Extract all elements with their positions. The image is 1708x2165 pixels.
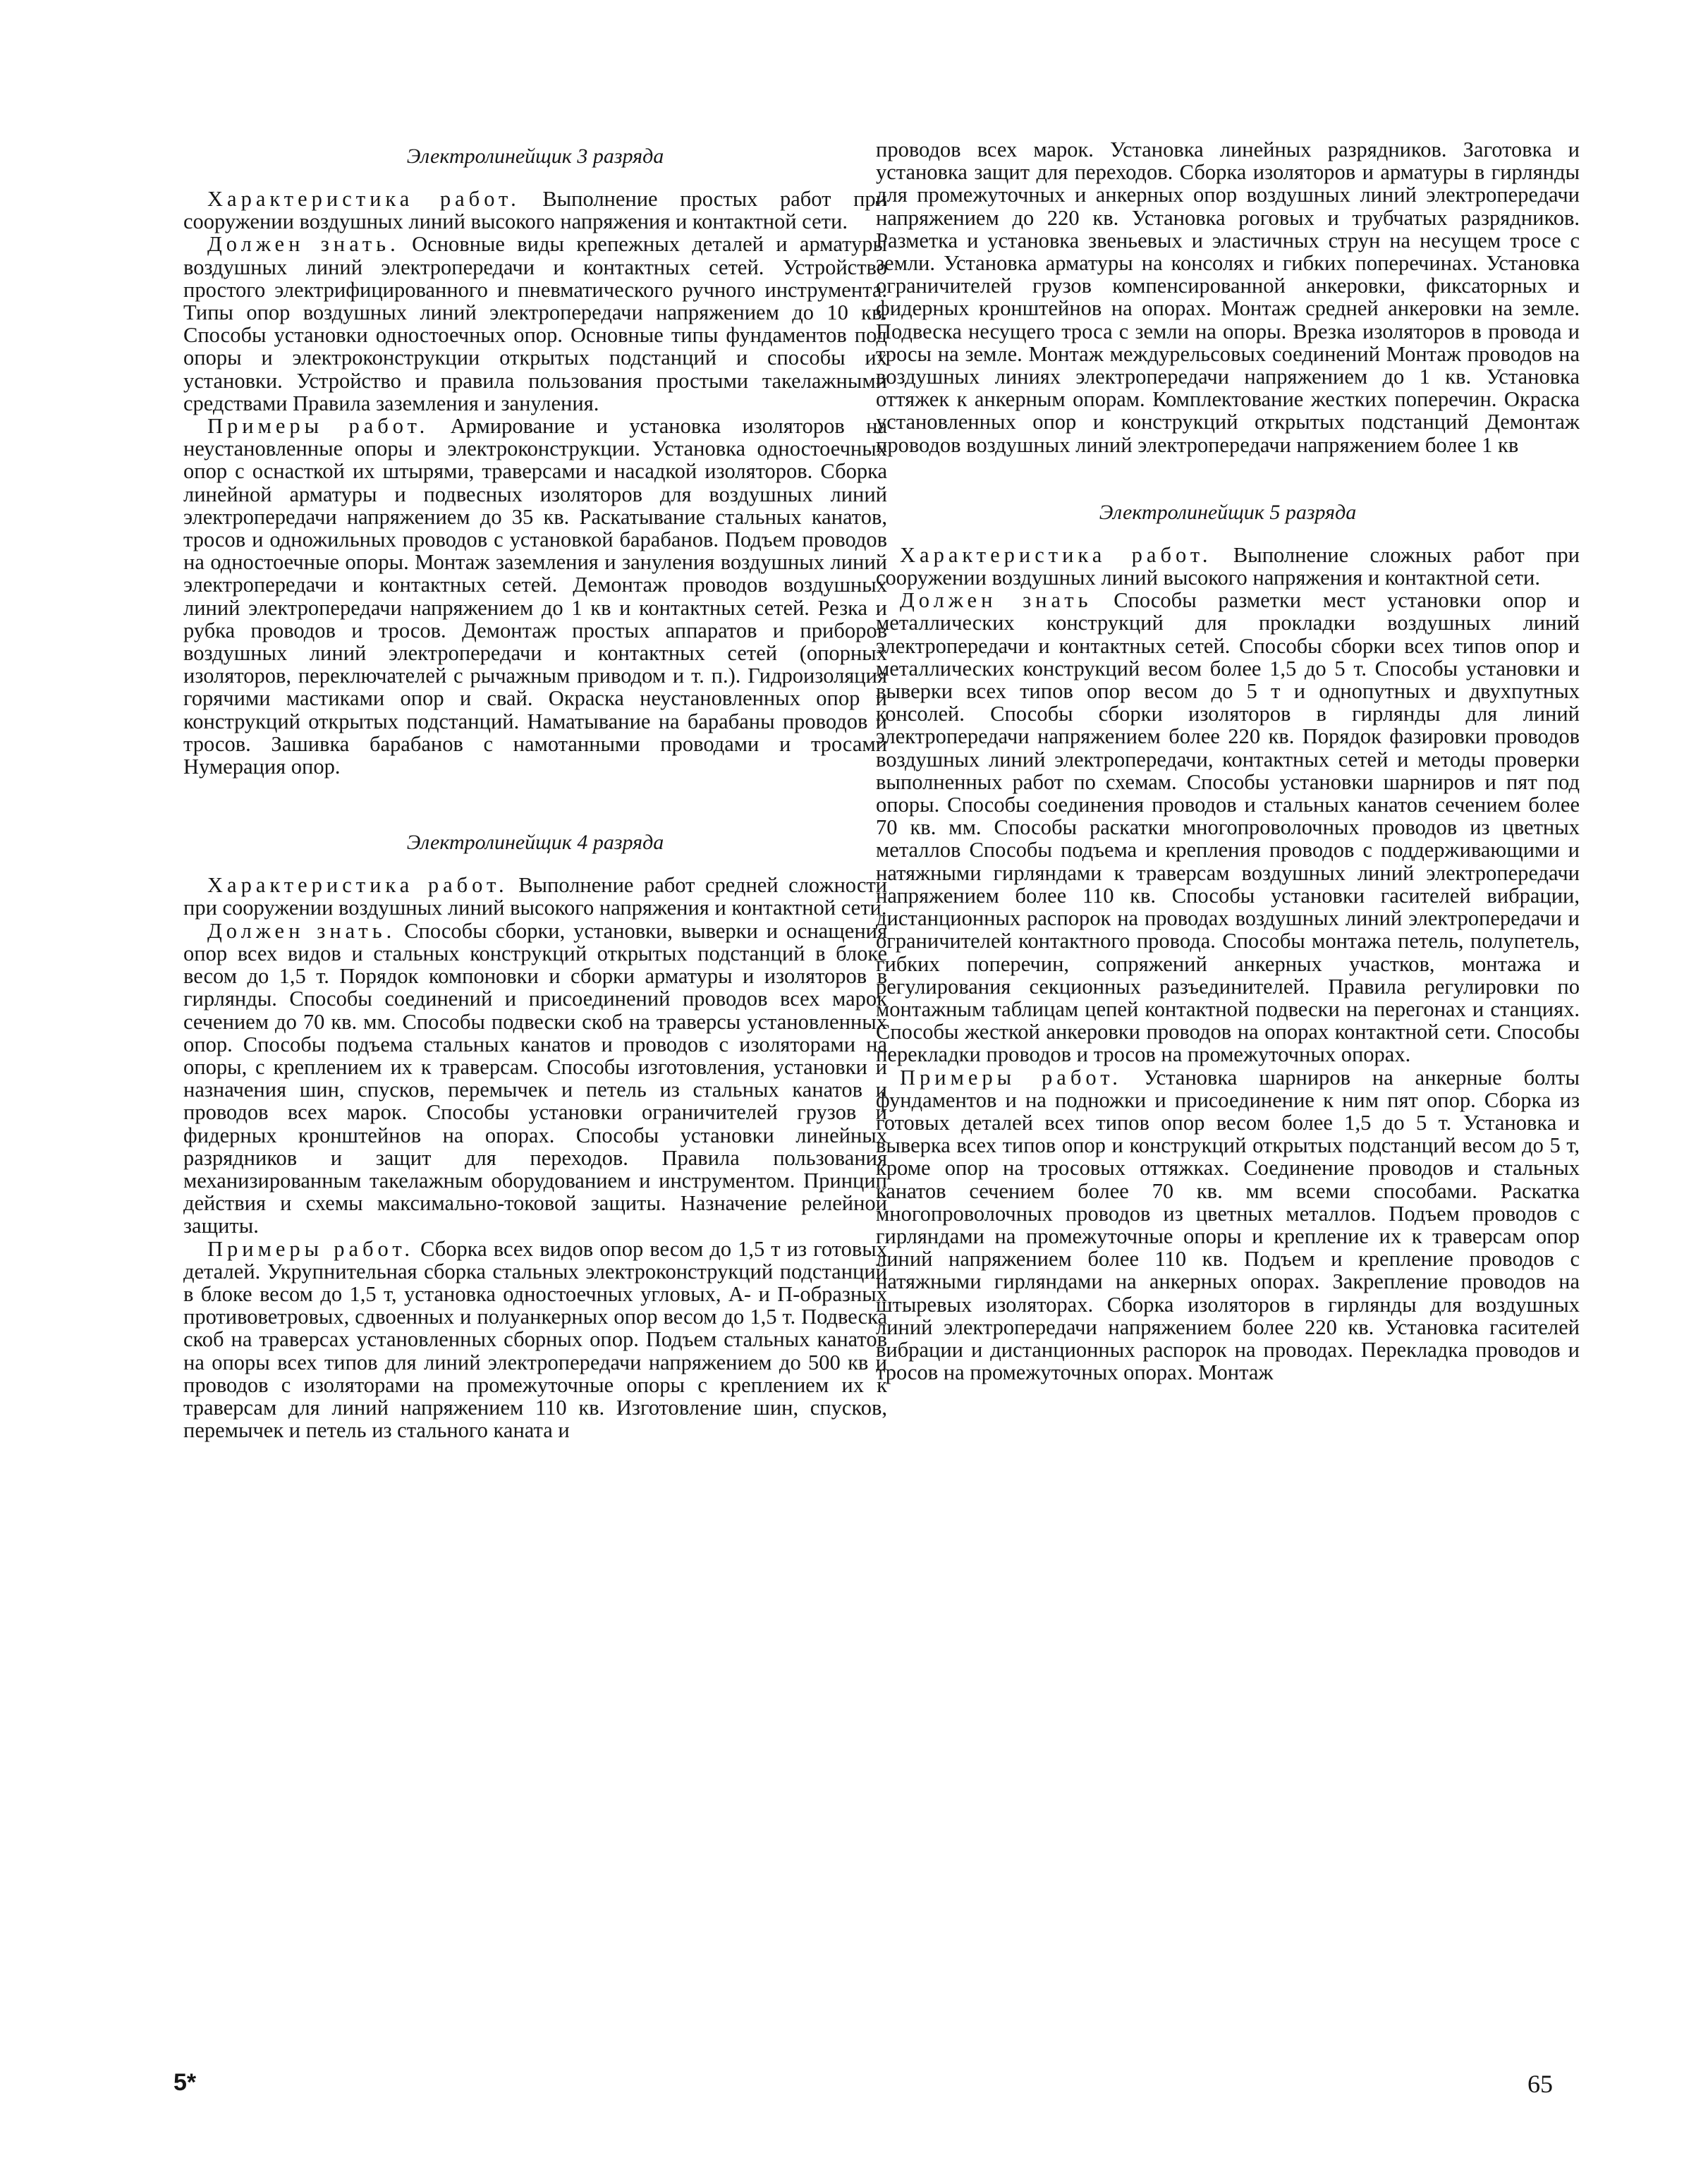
paragraph-text: Способы сборки, установки, выверки и оснащения опор всех видов и стальных конструкций открытых подстанций в блоке весом до 1,5 т. Порядок компоновки и сборки арматуры и изоляторов в гирлянды. Способы соединений и присоединений проводов всех марок сечением до 70 кв. мм. Способы подвески скоб на траверсы установленных опор. Способы подъема стальных канатов и проводов с изоляторами на опоры, с креплением их к траверсам. Способы изготовления, установки и назначения шин, спусков, перемычек и петель из стальных канатов и проводов всех марок. Способы установки ограничителей грузов и фидерных кронштейнов на опорах. Способы установки линейных разрядников и защит для переходов. Правила пользования механизированным такелажным оборудованием и инструментом. Принцип действия и схемы максимально-токовой защиты. Назначение релейной защиты. [183, 918, 888, 1238]
paragraph-text: Армирование и установка изоляторов на неустановленные опоры и электроконструкции. Установка одностоечных опор с оснасткой их штырями, траверсами и насадкой изоляторов. Сборка линейной арматуры и подвесных изоляторов для воздушных линий электропередачи напряжением до 35 кв. Раскатывание стальных канатов, тросов и одножильных проводов с установкой барабанов. Подъем проводов на одностоечные опоры. Монтаж заземления и зануления воздушных линий электропередачи и контактных сетей. Демонтаж проводов воздушных линий электропередачи напряжением до 1 кв и контактных сетей. Резка и рубка проводов и тросов. Демонтаж простых аппаратов и приборов воздушных линий электропередачи и контактных сетей (опорных изоляторов, переключателей с рычажным приводом и т. п.). Гидроизоляция горячими мастиками опор и свай. Окраска неустановленных опор и конструкций открытых подстанций. Наматывание на барабаны проводов и тросов. Зашивка барабанов с намотанными проводами и тросами Нумерация опор. [183, 414, 887, 779]
paragraph-lead: Примеры работ. [900, 1065, 1122, 1090]
knowledge-paragraph [183, 233, 887, 415]
paragraph-lead: Примеры работ. [207, 414, 429, 439]
paragraph-text: Выполнение работ средней сложности при сооружении воздушных линий высокого напряжения и контактной сети. [183, 873, 888, 920]
characteristic-paragraph [876, 544, 1580, 589]
section-heading-grade-4: Электролинейщик 4 разряда [406, 831, 664, 855]
paragraph-text: Способы разметки мест установки опор и металлических конструкций для прокладки воздушных линий электропередачи и контактных сетей. Способы сборки всех типов опор и металлических конструкций весом более 1,5 до 5 т. Способы установки и выверки всех типов опор весом до 5 т и однопутных и двухпутных консолей. Способы сборки изоляторов в гирлянды для линий электропередачи напряжением более 220 кв. Порядок фазировки проводов воздушных линий электропередачи, контактных сетей и методы проверки выполненных работ по схемам. Способы установки шарниров и пят под опоры. Способы соединения проводов и стальных канатов сечением более 70 кв. мм. Способы раскатки многопроволочных проводов из цветных металлов Способы подъема и крепления проводов с поддерживающими и натяжными гирляндами к траверсам воздушных линий электропередачи напряжением более 110 кв. Способы установки гасителей вибрации, дистанционных распорок на проводах воздушных линий электропередачи и ограничителей контактного провода. Способы монтажа петель, полупетель, гибких поперечин, сопряжений анкерных участков, монтажа и регулирования секционных разъединителей. Правила регулировки по монтажным таблицам цепей контактной подвески на перегонах и станциях. Способы жесткой анкеровки проводов на опорах контактной сети. Способы перекладки проводов и тросов на промежуточных опорах. [876, 588, 1580, 1067]
examples-paragraph [183, 415, 887, 778]
page-number: 65 [1527, 2070, 1553, 2098]
paragraph-lead: Должен знать. [207, 232, 400, 257]
examples-paragraph [876, 1066, 1580, 1384]
knowledge-paragraph [183, 920, 887, 1238]
characteristic-paragraph [183, 188, 887, 233]
paragraph-lead: Характеристика работ. [207, 873, 508, 898]
right-column [876, 138, 1580, 1384]
paragraph-lead: Должен знать. [207, 918, 396, 943]
examples-paragraph [183, 1238, 887, 1442]
section-heading-grade-5: Электролинейщик 5 разряда [1099, 500, 1357, 524]
paragraph-text: Основные виды крепежных деталей и арматуры воздушных линий электропередачи и контактных сетей. Устройство простого электрифицированного и пневматического ручного инструмента. Типы опор воздушных линий электропередачи напряжением до 10 кв. Способы установки одностоечных опор. Основные типы фундаментов под опоры и электроконструкции открытых подстанций и способы их установки. Устройство и правила пользования простыми такелажными средствами Правила заземления и зануления. [183, 232, 887, 415]
characteristic-paragraph [183, 874, 887, 919]
paragraph-text: Выполнение сложных работ при сооружении воздушных линий высокого напряжения и контактной сети. [876, 542, 1580, 590]
knowledge-paragraph [876, 589, 1580, 1066]
paragraph-text: Установка шарниров на анкерные болты фундаментов и на подножки и присоединение к ним пят опор. Сборка из готовых деталей всех типов опор весом более 1,5 до 5 т. Установка и выверка всех типов опор и конструкций открытых подстанций весом до 5 т, кроме опор на тросовых оттяжках. Соединение проводов и стальных канатов сечением более 70 кв. мм всеми способами. Раскатка многопроволочных проводов из цветных металлов. Подъем проводов с гирляндами на промежуточные опоры и крепление их к траверсам опор линий напряжением более 110 кв. Подъем и крепление проводов с натяжными гирляндами на анкерных опорах. Закрепление проводов на штыревых изоляторах. Сборка изоляторов в гирлянды для воздушных линий электропередачи напряжением более 220 кв. Установка гасителей вибрации и дистанционных распорок на проводах. Перекладка проводов и тросов на промежуточных опорах. Монтаж [876, 1065, 1580, 1385]
paragraph-lead: Должен знать [900, 588, 1092, 613]
left-column [183, 138, 887, 1441]
paragraph-text: Сборка всех видов опор весом до 1,5 т из готовых деталей. Укрупнительная сборка стальных электроконструкций подстанций в блоке весом до 1,5 т, установка одностоечных угловых, А- и П-образных противоветровых, сдвоенных и полуанкерных опор весом до 1,5 т. Подвеска скоб на траверсах установленных сборных опор. Подъем стальных канатов на опоры всех типов для линий электропередачи напряжением до 500 кв и проводов с изоляторами на промежуточные опоры с креплением их к траверсам для линий напряжением 110 кв. Изготовление шин, спусков, перемычек и петель из стального каната и [183, 1236, 887, 1443]
paragraph-text: Выполнение простых работ при сооружении воздушных линий высокого напряжения и контактной сети. [183, 187, 887, 234]
paragraph-lead: Характеристика работ. [900, 542, 1212, 567]
signature-mark: 5* [173, 2069, 197, 2096]
section-heading-grade-3: Электролинейщик 3 разряда [406, 145, 664, 168]
paragraph-lead: Примеры работ. [207, 1236, 415, 1261]
paragraph-lead: Характеристика работ. [207, 187, 520, 211]
continued-paragraph: проводов всех марок. Установка линейных разрядников. Заготовка и установка защит для переходов. Сборка изоляторов и арматуры в гирлянды для промежуточных и анкерных опор воздушных линий электропередачи напряжением до 220 кв. Установка роговых и трубчатых разрядников. Разметка и установка звеньевых и эластичных струн на несущем тросе с земли. Установка арматуры на консолях и гибких поперечинах. Установка ограничителей грузов компенсированной анкеровки, фиксаторных и фидерных кронштейнов на опорах. Монтаж средней анкеровки на земле. Подвеска несущего троса с земли на опоры. Врезка изоляторов в провода и тросы на земле. Монтаж междурельсовых соединений Монтаж проводов на воздушных линиях электропередачи напряжением до 1 кв. Установка оттяжек к анкерным опорам. Комплектование жестких поперечин. Окраска установленных опор и конструкций открытых подстанций Демонтаж проводов воздушных линий электропередачи напряжением более 1 кв [876, 138, 1580, 457]
